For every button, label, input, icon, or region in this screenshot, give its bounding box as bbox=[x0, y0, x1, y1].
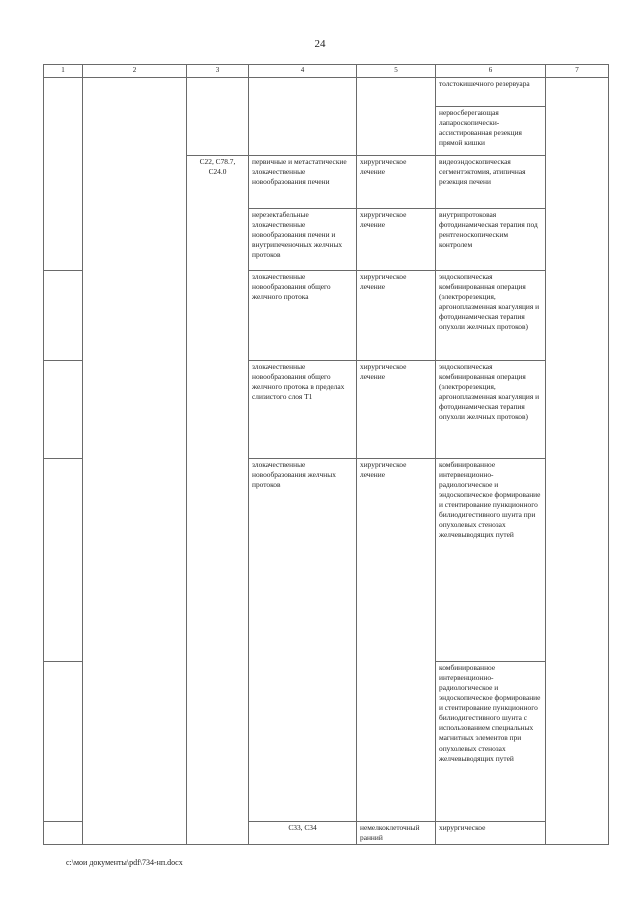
header-col-2: 2 bbox=[83, 65, 187, 78]
cell-col-5 bbox=[357, 78, 436, 156]
cell-col-4 bbox=[249, 78, 357, 156]
cell-diagnosis: первичные и метастатические злокачественные новообразования печени bbox=[249, 156, 357, 209]
page-number: 24 bbox=[314, 38, 326, 50]
cell-col-1 bbox=[44, 361, 83, 459]
header-col-3: 3 bbox=[187, 65, 249, 78]
cell-col-1 bbox=[44, 78, 83, 271]
cell-diagnosis: злокачественные новообразования общего желчного протока в пределах слизистого слоя T1 bbox=[249, 361, 357, 459]
cell-method: толстокишечного резервуара bbox=[436, 78, 546, 107]
cell-method: внутрипротоковая фотодинамическая терапия под рентгеноскопическим контролем bbox=[436, 209, 546, 271]
cell-method: эндоскопическая комбинированная операция (электрорезекция, аргоноплазменная коагуляция и фотодинамическая терапия опухоли желчных протоков) bbox=[436, 271, 546, 361]
header-col-1: 1 bbox=[44, 65, 83, 78]
cell-method: видеоэндоскопическая сегментэктомия, атипичная резекция печени bbox=[436, 156, 546, 209]
cell-col-1 bbox=[44, 271, 83, 361]
cell-icd-code: C22, C78.7, C24.0 bbox=[187, 156, 249, 845]
cell-treatment-type: хирургическое лечение bbox=[357, 156, 436, 209]
cell-icd-code: C33, C34 bbox=[249, 822, 357, 845]
header-col-4: 4 bbox=[249, 65, 357, 78]
treatment-table bbox=[43, 64, 609, 845]
cell-treatment-type: хирургическое лечение bbox=[357, 361, 436, 459]
cell-col-3 bbox=[187, 78, 249, 156]
cell-method: комбинированное интервенционно-радиологическое и эндоскопическое формирование и стентирование пункционного билиодигестивного шунта при опухолевых стенозах желчевыводящих путей bbox=[436, 459, 546, 662]
table-header-row bbox=[44, 65, 609, 78]
cell-diagnosis: нерезектабельные злокачественные новообразования печени и внутрипеченочных желчных протоков bbox=[249, 209, 357, 271]
cell-treatment-type: хирургическое лечение bbox=[357, 459, 436, 822]
cell-treatment-type: хирургическое лечение bbox=[357, 209, 436, 271]
cell-diagnosis: немелкоклеточный ранний bbox=[357, 822, 436, 845]
cell-method: нервосберегающая лапароскопически-ассистированная резекция прямой кишки bbox=[436, 107, 546, 156]
cell-col-2 bbox=[83, 78, 187, 845]
table-row bbox=[44, 78, 609, 107]
cell-diagnosis: злокачественные новообразования желчных протоков bbox=[249, 459, 357, 822]
cell-treatment-type: хирургическое bbox=[436, 822, 546, 845]
cell-col-1 bbox=[44, 459, 83, 662]
cell-treatment-type: хирургическое лечение bbox=[357, 271, 436, 361]
footer-file-path: c:\мои документы\pdf\734-нп.docx bbox=[66, 858, 183, 867]
cell-diagnosis: злокачественные новообразования общего желчного протока bbox=[249, 271, 357, 361]
header-col-6: 6 bbox=[436, 65, 546, 78]
cell-col-1 bbox=[44, 662, 83, 822]
cell-col-7 bbox=[546, 78, 609, 845]
header-col-7: 7 bbox=[546, 65, 609, 78]
cell-method: комбинированное интервенционно-радиологическое и эндоскопическое формирование и стентирование пункционного билиодигестивного шунта с использованием специальных магнитных элементов при опухолевых стенозах желчевыводящих путей bbox=[436, 662, 546, 822]
header-col-5: 5 bbox=[357, 65, 436, 78]
cell-col-1 bbox=[44, 822, 83, 845]
cell-method: эндоскопическая комбинированная операция (электрорезекция, аргоноплазменная коагуляция и фотодинамическая терапия опухоли желчных протоков) bbox=[436, 361, 546, 459]
